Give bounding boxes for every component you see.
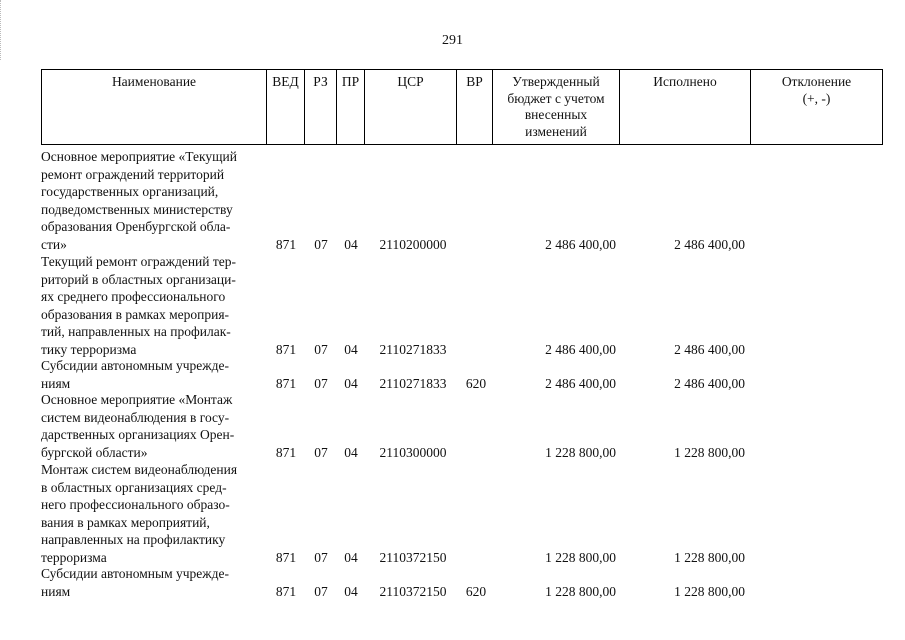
header-csr: ЦСР bbox=[364, 70, 456, 144]
row-ved: 871 bbox=[275, 550, 297, 566]
row-rz: 07 bbox=[314, 445, 328, 461]
table-header bbox=[41, 69, 883, 145]
row-rz: 07 bbox=[314, 550, 328, 566]
row-pr: 04 bbox=[344, 550, 358, 566]
row-done: 2 486 400,00 bbox=[674, 237, 745, 253]
row-ved: 871 bbox=[275, 445, 297, 461]
row-name: Основное мероприятие «Текущий ремонт ограждений территорий государственных организаций, подведомственных министерству образования Оренбургской обла- сти» bbox=[41, 149, 237, 252]
row-budget: 2 486 400,00 bbox=[545, 342, 616, 358]
row-csr: 2110372150 bbox=[379, 550, 447, 566]
row-vr: 620 bbox=[465, 376, 487, 392]
row-vr: 620 bbox=[465, 584, 487, 600]
table-row bbox=[41, 565, 883, 601]
header-pr: ПР bbox=[336, 70, 364, 144]
row-rz: 07 bbox=[314, 237, 328, 253]
row-done: 1 228 800,00 bbox=[674, 550, 745, 566]
row-pr: 04 bbox=[344, 584, 358, 600]
row-ved: 871 bbox=[275, 584, 297, 600]
row-rz: 07 bbox=[314, 584, 328, 600]
row-name: Субсидии автономным учрежде- ниям bbox=[41, 566, 229, 599]
table-row bbox=[41, 391, 883, 462]
row-name: Монтаж систем видеонаблюдения в областных организациях сред- него профессионального образо- вания в рамках мероприятий, направленных на профилактику терроризма bbox=[41, 462, 238, 565]
row-name: Субсидии автономным учрежде- ниям bbox=[41, 358, 229, 391]
row-pr: 04 bbox=[344, 376, 358, 392]
row-done: 1 228 800,00 bbox=[674, 584, 745, 600]
header-rz: РЗ bbox=[304, 70, 336, 144]
row-budget: 1 228 800,00 bbox=[545, 584, 616, 600]
row-csr: 2110300000 bbox=[379, 445, 447, 461]
row-ved: 871 bbox=[275, 237, 297, 253]
table-row bbox=[41, 461, 883, 567]
row-budget: 1 228 800,00 bbox=[545, 550, 616, 566]
row-csr: 2110271833 bbox=[379, 376, 447, 392]
table-row bbox=[41, 253, 883, 359]
row-done: 2 486 400,00 bbox=[674, 376, 745, 392]
table-row bbox=[41, 148, 883, 254]
header-done: Исполнено bbox=[619, 70, 750, 144]
row-done: 1 228 800,00 bbox=[674, 445, 745, 461]
row-pr: 04 bbox=[344, 237, 358, 253]
row-name: Текущий ремонт ограждений тер- риторий в областных организаци- ях среднего профессионального образования в рамках мероприя- тий, направленных на профилак- тику терроризма bbox=[41, 254, 236, 357]
header-vr: ВР bbox=[456, 70, 492, 144]
row-csr: 2110372150 bbox=[379, 584, 447, 600]
scan-margin-mark bbox=[0, 0, 4, 60]
header-budget: Утвержденный бюджет с учетом внесенных изменений bbox=[492, 70, 619, 144]
row-done: 2 486 400,00 bbox=[674, 342, 745, 358]
table-row bbox=[41, 357, 883, 393]
row-budget: 1 228 800,00 bbox=[545, 445, 616, 461]
row-csr: 2110200000 bbox=[379, 237, 447, 253]
row-pr: 04 bbox=[344, 445, 358, 461]
row-name: Основное мероприятие «Монтаж систем видеонаблюдения в госу- дарственных организациях Орен- бургской области» bbox=[41, 392, 235, 460]
header-deviation: Отклонение (+, -) bbox=[750, 70, 882, 144]
header-ved: ВЕД bbox=[266, 70, 304, 144]
row-csr: 2110271833 bbox=[379, 342, 447, 358]
page-number: 291 bbox=[442, 33, 463, 48]
row-pr: 04 bbox=[344, 342, 358, 358]
row-rz: 07 bbox=[314, 342, 328, 358]
row-budget: 2 486 400,00 bbox=[545, 237, 616, 253]
row-ved: 871 bbox=[275, 342, 297, 358]
row-budget: 2 486 400,00 bbox=[545, 376, 616, 392]
row-rz: 07 bbox=[314, 376, 328, 392]
header-name: Наименование bbox=[111, 74, 197, 89]
row-ved: 871 bbox=[275, 376, 297, 392]
